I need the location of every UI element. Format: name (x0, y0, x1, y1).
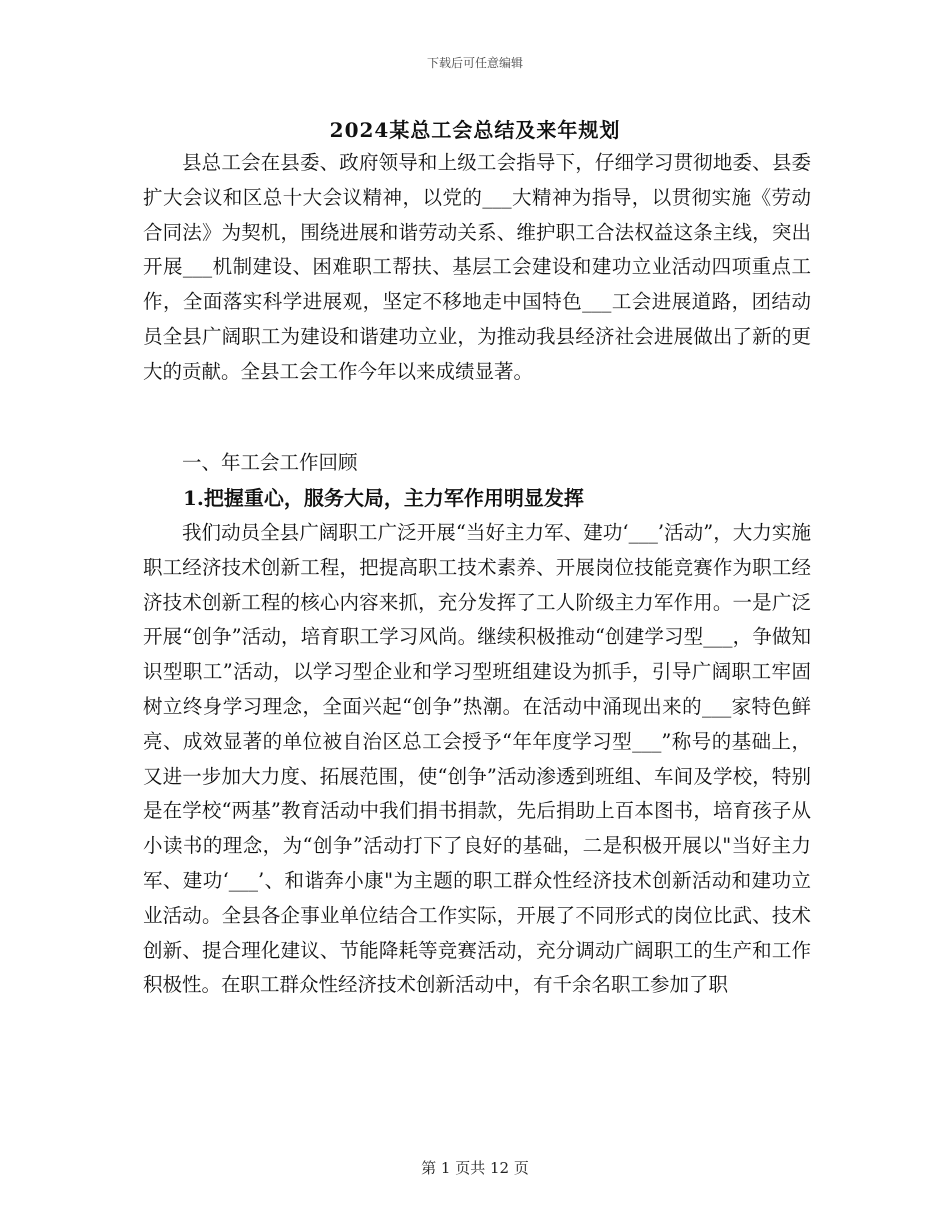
section-heading-block (143, 446, 811, 481)
intro-paragraph-block (143, 146, 811, 390)
intro-paragraph: 县总工会在县委、政府领导和上级工会指导下，仔细学习贯彻地委、县委扩大会议和区总十大会议精神，以党的___大精神为指导，以贯彻实施《劳动合同法》为契机，围绕进展和谐劳动关系、维护职工合法权益这条主线，突出开展___机制建设、困难职工帮扶、基层工会建设和建功立业活动四项重点工作，全面落实科学进展观，坚定不移地走中国特色___工会进展道路，团结动员全县广阔职工为建设和谐建功立业，为推动我县经济社会进展做出了新的更大的贡献。全县工会工作今年以来成绩显著。 (143, 151, 811, 383)
page-footer: 第 1 页共 12 页 (421, 1159, 529, 1177)
subsection-heading: 1.把握重心，服务大局，主力军作用明显发挥 (183, 486, 584, 510)
subsection-paragraph: 我们动员全县广阔职工广泛开展“当好主力军、建功‘___’活动”，大力实施职工经济技术创新工程，把提高职工技术素养、开展岗位技能竞赛作为职工经济技术创新工程的核心内容来抓，充分发挥了工人阶级主力军作用。一是广泛开展“创争”活动，培育职工学习风尚。继续积极推动“创建学习型___，争做知识型职工”活动，以学习型企业和学习型班组建设为抓手，引导广阔职工牢固树立终身学习理念，全面兴起“创争”热潮。在活动中涌现出来的___家特色鲜亮、成效显著的单位被自治区总工会授予“年年度学习型___”称号的基础上，又进一步加大力度、拓展范围，使“创争”活动渗透到班组、车间及学校，特别是在学校“两基”教育活动中我们捐书捐款，先后捐助上百本图书，培育孩子从小读书的理念，为“创争”活动打下了良好的基础，二是积极开展以"当好主力军、建功‘___’、和谐奔小康"为主题的职工群众性经济技术创新活动和建功立业活动。全县各企事业单位结合工作实际，开展了不同形式的岗位比武、技术创新、提合理化建议、节能降耗等竞赛活动，充分调动广阔职工的生产和工作积极性。在职工群众性经济技术创新活动中，有千余名职工参加了职 (143, 521, 811, 997)
document-title: 2024某总工会总结及来年规划 (329, 118, 621, 142)
subsection-paragraph-block (143, 516, 811, 1003)
section-heading: 一、年工会工作回顾 (182, 451, 358, 474)
header-note: 下载后可任意编辑 (426, 56, 523, 70)
subsection-heading-block (143, 481, 811, 516)
